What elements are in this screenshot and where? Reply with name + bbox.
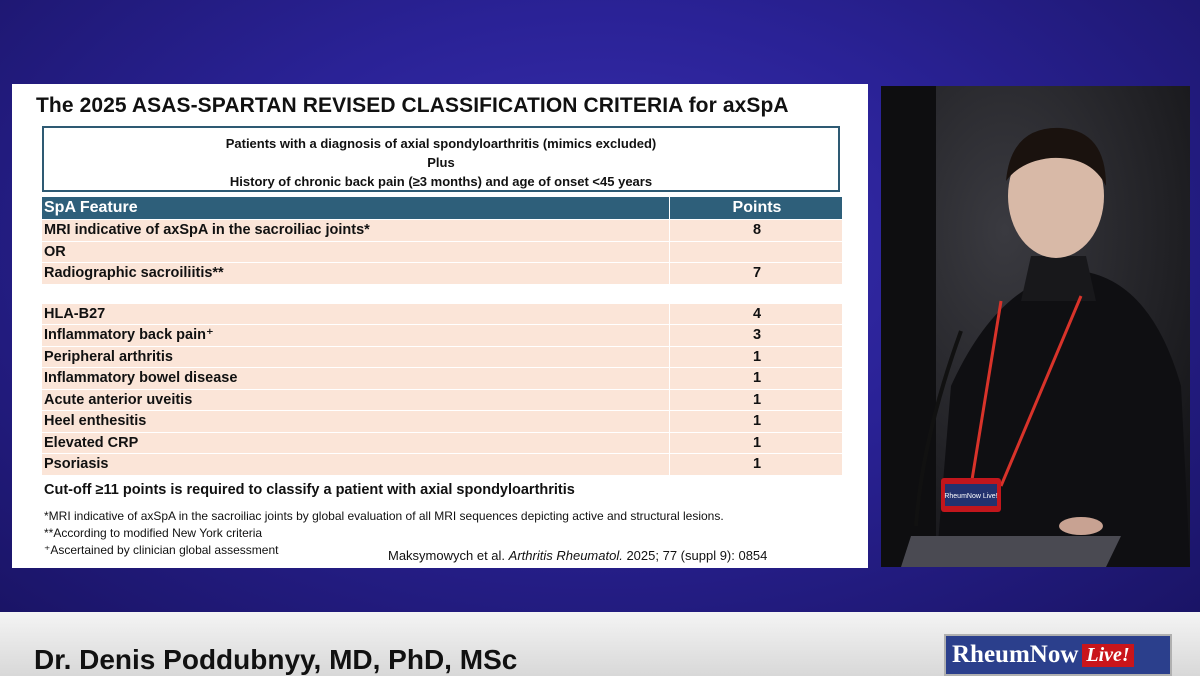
header-points: Points [669,197,842,219]
points-cell: 4 [669,304,842,325]
intro-line-2: Plus [427,155,455,170]
feature-cell: OR [42,242,669,263]
intro-line-3: History of chronic back pain (≥3 months) and age of onset <45 years [229,174,653,189]
citation-journal: Arthritis Rheumatol. [508,548,623,563]
feature-cell: Inflammatory back pain⁺ [42,325,669,346]
table-row [42,433,842,454]
points-cell: 1 [669,433,842,454]
feature-cell: HLA-B27 [42,304,669,325]
feature-cell: Peripheral arthritis [42,347,669,368]
table-row [42,304,842,325]
speaker-video [881,86,1190,567]
points-cell [669,285,842,303]
points-cell: 3 [669,325,842,346]
table-row [42,263,842,284]
feature-cell: Acute anterior uveitis [42,390,669,411]
feature-cell [42,285,669,303]
points-cell: 7 [669,263,842,284]
points-cell: 1 [669,454,842,475]
citation [388,548,767,563]
feature-cell: Radiographic sacroiliitis** [42,263,669,284]
feature-cell: Inflammatory bowel disease [42,368,669,389]
table-row [42,325,842,346]
feature-cell: Heel enthesitis [42,411,669,432]
points-cell: 1 [669,390,842,411]
table-row [42,347,842,368]
footnote-clinician: ⁺Ascertained by clinician global assessment [44,543,279,557]
criteria-table [42,196,842,476]
table-row [42,220,842,241]
presentation-slide [12,84,868,568]
rheumnow-logo [944,634,1172,676]
points-cell: 1 [669,347,842,368]
speaker-video-frame [881,86,1190,567]
citation-authors: Maksymowych et al. [388,548,506,563]
logo-main-text: RheumNow [952,641,1079,668]
logo-live-badge: Live! [1082,644,1133,667]
footnote-radiographic: **According to modified New York criteria [44,526,263,540]
table-row [42,390,842,411]
table-row [42,368,842,389]
feature-cell: MRI indicative of axSpA in the sacroiliac joints* [42,220,669,241]
citation-details: 2025; 77 (suppl 9): 0854 [626,548,768,563]
header-feature: SpA Feature [42,197,669,219]
table-row [42,411,842,432]
table-header [42,197,842,219]
intro-line-1: Patients with a diagnosis of axial spondyloarthritis (mimics excluded) [225,136,657,151]
points-cell: 1 [669,411,842,432]
points-cell: 1 [669,368,842,389]
table-row [42,242,842,263]
presenter-name: Dr. Denis Poddubnyy, MD, PhD, MSc [34,644,518,675]
table-row [42,454,842,475]
feature-cell: Psoriasis [42,454,669,475]
footnote-mri: *MRI indicative of axSpA in the sacroiliac joints by global evaluation of all MRI sequences depicting active and structural lesions. [44,509,724,523]
badge-text: RheumNow Live! [944,493,998,500]
inclusion-box [42,126,840,192]
table-spacer-row [42,285,842,303]
cutoff-statement: Cut-off ≥11 points is required to classify a patient with axial spondyloarthritis [44,482,575,498]
slide-title: The 2025 ASAS-SPARTAN REVISED CLASSIFICATION CRITERIA for axSpA [36,94,789,117]
points-cell [669,242,842,263]
points-cell: 8 [669,220,842,241]
feature-cell: Elevated CRP [42,433,669,454]
